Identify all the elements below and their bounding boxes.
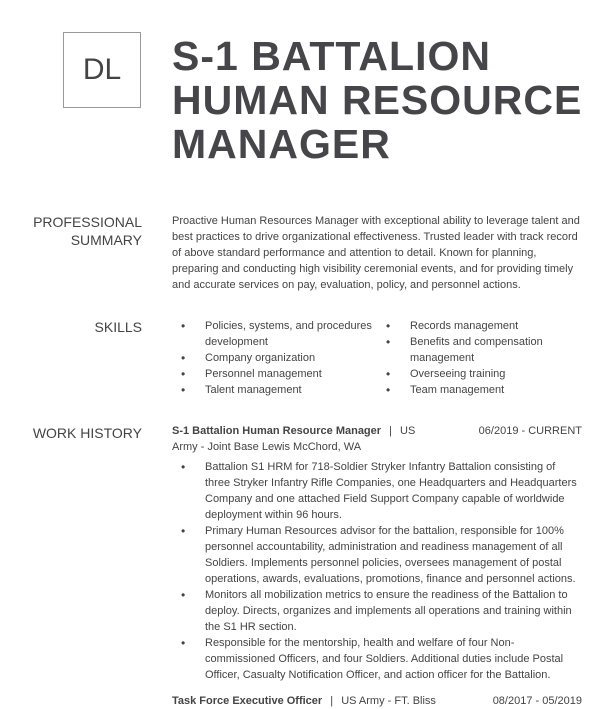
summary-heading-line1: PROFESSIONAL [33, 214, 142, 230]
skills-heading: SKILLS [94, 319, 142, 335]
job-header [172, 423, 582, 455]
summary-heading [33, 213, 142, 249]
summary-heading-line2: SUMMARY [70, 232, 142, 248]
job-entry [172, 423, 582, 709]
job-employer: US Army - Joint Base Lewis McChord, WA [172, 425, 416, 453]
skill-item: • Records management [377, 318, 582, 334]
skills-list [172, 318, 582, 398]
skill-item: • Team management [377, 382, 582, 398]
skills-column-2 [377, 318, 582, 398]
job-title: S-1 Battalion Human Resource Manager [172, 425, 382, 437]
monogram-logo: DL [63, 32, 141, 108]
summary-text: Proactive Human Resources Manager with exceptional ability to leverage talent and best practices to drive organizational effectiveness. Trusted leader with track record of above standard performance and attention to detail. Known for planning, preparing and conducting high visibility ceremonial events, and for providing timely and accurate services on pay, evaluation, policy, and personnel actions. [172, 215, 580, 291]
job-bullet: • Monitors all mobilization metrics to ensure the readiness of the Battalion to deploy. Directs, organizes and implements all operations and training within the S1 HR section. [172, 587, 582, 635]
skill-item: • Personnel management [172, 366, 377, 382]
skill-item: • Policies, systems, and procedures development [172, 318, 377, 350]
job-bullets [172, 459, 582, 683]
skill-item: • Talent management [172, 382, 377, 398]
resume-title: S-1 BATTALION HUMAN RESOURCE MANAGER [172, 33, 583, 167]
skill-item: • Benefits and compensation management [377, 334, 582, 366]
skills-column-1 [172, 318, 377, 398]
job-bullet: • Battalion S1 HRM for 718-Soldier Stryker Infantry Battalion consisting of three Stryker Infantry Rifle Companies, one Headquarters and Headquarters Company and one attached Field Support Company capable of worldwide deployment within 96 hours. [172, 459, 582, 523]
job-employer: US Army - FT. Bliss [341, 695, 436, 707]
job-header [172, 693, 582, 709]
skill-item: • Overseeing training [377, 366, 582, 382]
separator: | [330, 695, 334, 707]
job-title: Task Force Executive Officer [172, 695, 323, 707]
job-dates: 08/2017 - 05/2019 [492, 695, 582, 707]
job-bullet: • Responsible for the mentorship, health and welfare of four Non-commissioned Officers, and four Soldiers. Additional duties include Postal Officer, Casualty Notification Officer, and action officer for the Battalion. [172, 635, 582, 683]
job-bullet: • Primary Human Resources advisor for the battalion, responsible for 100% personnel accountability, administration and readiness management of all Soldiers. Implements personnel policies, oversees management of postal operations, awards, evaluations, promotions, finance and personnel actions. [172, 523, 582, 587]
skill-item: • Company organization [172, 350, 377, 366]
job-dates: 06/2019 - CURRENT [478, 425, 582, 437]
work-history-heading: WORK HISTORY [32, 425, 142, 441]
separator: | [389, 425, 392, 437]
